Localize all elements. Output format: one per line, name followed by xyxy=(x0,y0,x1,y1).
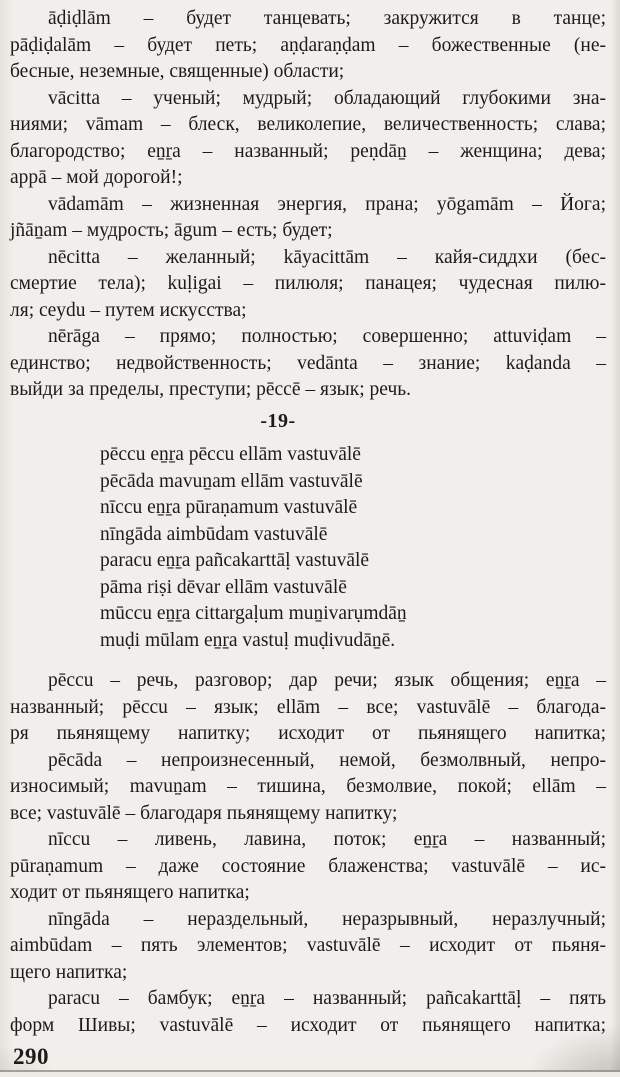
verse-line: mūccu eṉṟa cittargaḷum muṉivarụmdāṉ xyxy=(100,603,407,624)
glossary-paragraph xyxy=(10,86,606,192)
glossary-paragraph xyxy=(10,907,606,987)
verse-line: nīccu eṉṟa pūraṇamum vastuvālē xyxy=(100,497,358,518)
glossary-line: nērāga – прямо; полностью; совершенно; attuviḍam – xyxy=(48,326,606,347)
verse-line: pēccu eṉṟa pēccu ellām vastuvālē xyxy=(100,444,361,465)
glossary-line: ря пьянящему напитку; исходит от пьянящего напитка; xyxy=(10,723,606,744)
verse-section xyxy=(10,442,606,654)
page-content xyxy=(10,6,606,1071)
glossary-line: смертие тела); kuḷigai – пилюля; панацея; чудесная пилю- xyxy=(10,273,606,294)
glossary-line: единство; недвойственность; vedānta – знание; kaḍanda – xyxy=(10,352,606,374)
glossary-line: щего напитка; xyxy=(10,961,128,983)
verse-line: pēcāda mavuṉam ellām vastuvālē xyxy=(100,470,363,492)
glossary-line: vādamām – жизненная энергия, прана; yōgamām – Йога; xyxy=(48,193,606,215)
glossary-line: nīngāda – нераздельный, неразрывный, неразлучный; xyxy=(48,908,606,930)
glossary-paragraph xyxy=(10,6,606,86)
page-number: 290 xyxy=(13,1044,49,1069)
glossary-line: ля; ceydu – путем искусства; xyxy=(10,299,247,321)
glossary-paragraph xyxy=(10,245,606,325)
glossary-line: appā – мой дорогой!; xyxy=(10,167,183,188)
glossary-line: pēccu – речь, разговор; дар речи; язык общения; eṉṟa – xyxy=(48,670,606,691)
glossary-line: jñāṉam – мудрость; āgum – есть; будет; xyxy=(10,220,333,241)
glossary-line: nīccu – ливень, лавина, поток; eṉṟa – названный; xyxy=(48,829,606,850)
scan-edge-margin xyxy=(0,1072,620,1077)
glossary-line: названный; pēccu – язык; ellām – все; vastuvālē – благода- xyxy=(10,696,606,718)
glossary-line: форм Шивы; vastuvālē – исходит от пьянящего напитка; xyxy=(10,1014,606,1036)
glossary-line: износимый; mavuṉam – тишина, безмолвие, покой; ellām – xyxy=(10,776,606,797)
glossary-line: pāḍiḍalām – будет петь; aṇḍaraṇḍam – божественные (не- xyxy=(10,34,606,56)
glossary-line: pūraṇamum – даже состояние блаженства; vastuvālē – ис- xyxy=(10,855,606,877)
glossary-paragraph xyxy=(10,827,606,907)
section-heading: -19- xyxy=(260,409,296,432)
glossary-line: ходит от пьянящего напитка; xyxy=(10,882,250,903)
glossary-line: все; vastuvālē – благодаря пьянящему напитку; xyxy=(10,802,398,824)
verse-line: muḍi mūlam eṉṟa vastuḷ muḍivudāṉē. xyxy=(100,629,396,651)
glossary-line: nēcitta – желанный; kāyacittām – кайя-сиддхи (бес- xyxy=(48,246,606,268)
glossary-line: ниями; vāmam – блеск, великолепие, величественность; слава; xyxy=(10,114,606,135)
verse-line: pāma riṣi dēvar ellām vastuvālē xyxy=(100,576,347,598)
glossary-paragraph xyxy=(10,748,606,828)
top-glossary-section xyxy=(10,6,606,404)
glossary-line: āḍiḍlām – будет танцевать; закружится в танце; xyxy=(48,8,606,29)
glossary-paragraph xyxy=(10,668,606,748)
verse-line: nīngāda aimbūdam vastuvālē xyxy=(100,523,328,545)
glossary-line: благородство; eṉṟa – названный; peṇdāṉ – женщина; дева; xyxy=(10,140,606,162)
glossary-line: pēcāda – непроизнесенный, немой, безмолвный, непро- xyxy=(48,749,606,771)
verse-line: paracu eṉṟa pañcakarttāḷ vastuvālē xyxy=(100,550,370,571)
bottom-glossary-section xyxy=(10,668,606,1039)
glossary-line: vācitta – ученый; мудрый; обладающий глубокими зна- xyxy=(48,87,606,109)
glossary-paragraph xyxy=(10,986,606,1039)
glossary-paragraph xyxy=(10,324,606,404)
glossary-paragraph xyxy=(10,192,606,245)
glossary-line: выйди за пределы, преступи; pēccē – язык; речь. xyxy=(10,379,412,400)
glossary-line: paracu – бамбук; eṉṟa – названный; pañcakarttāḷ – пять xyxy=(48,988,606,1009)
glossary-line: бесные, неземные, священные) области; xyxy=(10,61,345,82)
glossary-line: aimbūdam – пять элементов; vastuvālē – исходит от пьяня- xyxy=(10,935,606,956)
